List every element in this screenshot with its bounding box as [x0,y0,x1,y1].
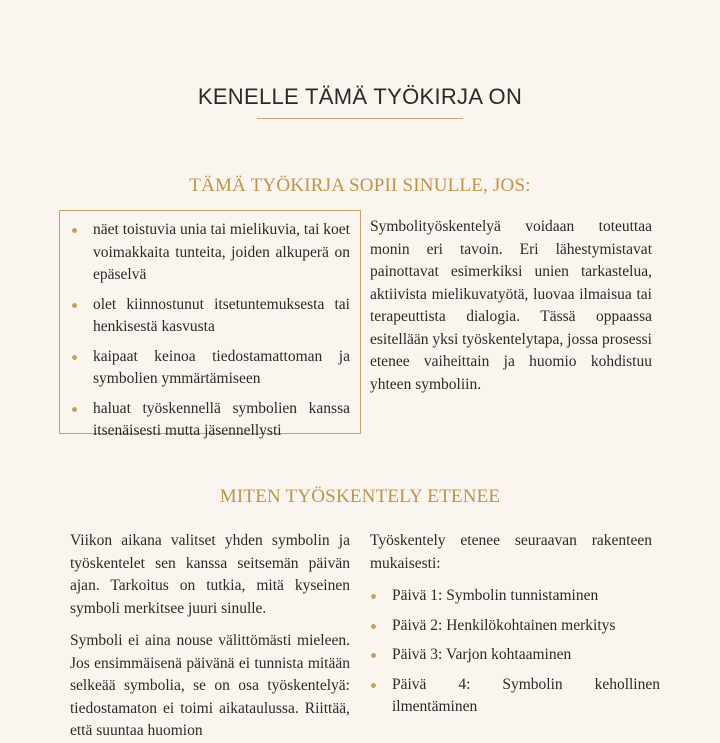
suitability-list [71,219,350,443]
process-heading: MITEN TYÖSKENTELY ETENEE [219,486,501,507]
day-list [370,585,660,726]
list-item [71,398,350,443]
bullet-dot-icon [72,228,77,233]
bullet-dot-icon [371,624,376,629]
bullet-dot-icon [72,355,77,360]
list-item-text: näet toistuvia unia tai mielikuvia, tai koet voimakkaita tunteita, joiden alkuperä on epäselvä [93,221,350,283]
bullet-dot-icon [371,594,376,599]
day-label: Päivä 3: Varjon kohtaaminen [392,646,572,663]
bullet-dot-icon [72,407,77,412]
structure-intro: Työskentely etenee seuraavan rakenteen mukaisesti: [370,532,652,572]
approaches-paragraph: Symbolityöskentelyä voidaan toteuttaa monin eri tavoin. Eri lähestymistavat painottavat esimerkiksi unien tarkastelua, aktiivista mielikuvatyötä, luovaa ilmaisua tai terapeuttista dialogia. Tässä oppaassa esitellään yksi työskentelytapa, jossa prosessi etenee vaiheittain ja huomio kohdistuu yhteen symboliin. [370,218,652,393]
list-item-text: haluat työskennellä symbolien kanssa itsenäisesti mutta jäsennellysti [93,399,350,439]
list-item [71,346,350,391]
day-label: Päivä 1: Symbolin tunnistaminen [392,587,599,604]
list-item [370,585,660,608]
suitability-heading: TÄMÄ TYÖKIRJA SOPII SINULLE, JOS: [189,175,531,196]
bullet-dot-icon [371,683,376,688]
process-paragraph-2: Symboli ei aina nouse välittömästi mieleen. Jos ensimmäisenä päivänä ei tunnista mitään selkeää symbolia, se on osa työskentelyä: tiedostamaton ei toimi aikataulussa. Riittää, että suuntaa huomion [70,632,350,739]
list-item [71,294,350,339]
title-divider [257,118,463,119]
list-item [370,674,660,719]
day-label: Päivä 2: Henkilökohtainen merkitys [392,616,616,634]
list-item [71,219,350,287]
list-item [370,644,660,667]
process-paragraph-1: Viikon aikana valitset yhden symbolin ja työskentelet sen kanssa seitsemän päivän ajan. Tarkoitus on tutkia, mitä kyseinen symboli merkitsee juuri sinulle. [70,532,350,617]
bullet-dot-icon [371,653,376,658]
suitability-box [59,210,361,439]
list-item-text: kaipaat keinoa tiedostamattoman ja symbolien ymmärtämiseen [93,347,350,387]
list-item [370,615,660,638]
page-title: KENELLE TÄMÄ TYÖKIRJA ON [197,84,523,109]
list-item-text: olet kiinnostunut itsetuntemuksesta tai henkisestä kasvusta [93,295,350,335]
day-label: Päivä 4: Symbolin kehollinen ilmentäminen [392,675,660,715]
bullet-dot-icon [72,303,77,308]
